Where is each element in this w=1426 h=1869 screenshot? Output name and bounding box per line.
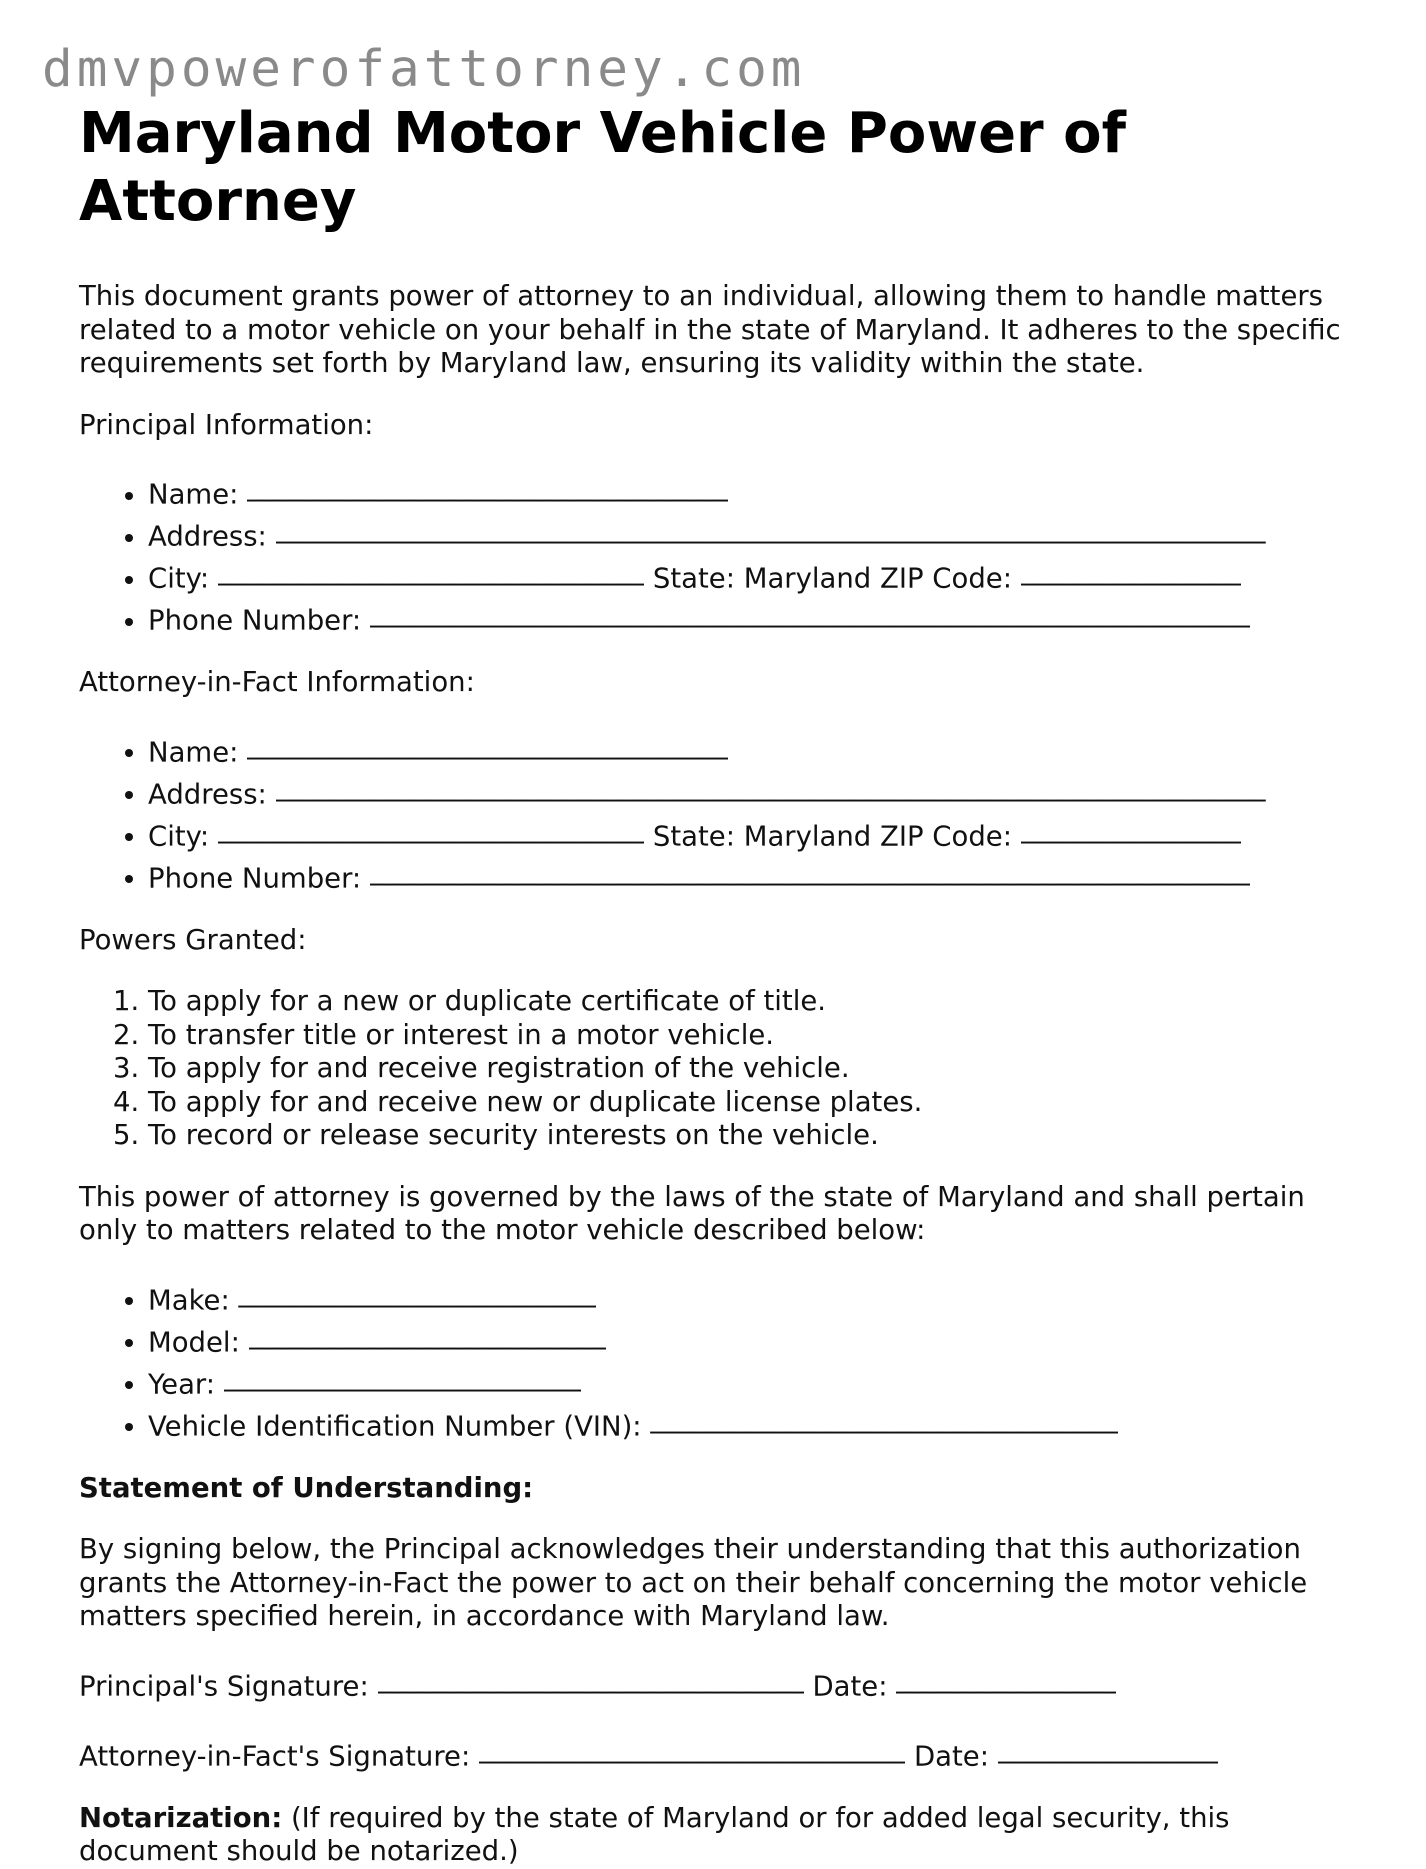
power-item: 2. To transfer title or interest in a motor vehicle.	[148, 1019, 1359, 1053]
attorney-signature-blank[interactable]: _______________________________	[478, 1731, 906, 1764]
attorney-date-blank[interactable]: ________________	[997, 1731, 1218, 1764]
vehicle-model-field	[148, 1318, 1359, 1360]
principal-heading: Principal Information:	[79, 408, 374, 441]
powers-list	[79, 985, 1359, 1153]
principal-zip-blank[interactable]: ________________	[1020, 554, 1241, 586]
document-body	[79, 100, 1359, 1869]
attorney-address-blank[interactable]: ________________________________________________________________________	[275, 769, 1266, 802]
vehicle-fields	[79, 1276, 1359, 1444]
attorney-phone-field	[148, 854, 1359, 896]
attorney-heading: Attorney-in-Fact Information:	[79, 666, 475, 698]
site-watermark: dmvpowerofattorney.com	[42, 40, 806, 99]
principal-fields	[79, 470, 1359, 638]
vehicle-model-label: Model:	[148, 1326, 240, 1358]
principal-date-blank[interactable]: ________________	[896, 1661, 1117, 1694]
attorney-phone-label: Phone Number:	[148, 862, 362, 894]
notarization-text: (If required by the state of Maryland or for added legal security, this document should be notarized.)	[79, 1801, 1230, 1867]
intro-paragraph: This document grants power of attorney to an individual, allowing them to handle matters related to a motor vehicle on your behalf in the state of Maryland. It adheres to the specific requirements set forth by Maryland law, ensuring its validity within the state.	[79, 280, 1341, 379]
attorney-signature-label: Attorney-in-Fact's Signature:	[79, 1740, 471, 1772]
vehicle-vin-blank[interactable]: __________________________________	[650, 1401, 1118, 1434]
attorney-name-blank[interactable]: ___________________________________	[247, 727, 729, 760]
attorney-phone-blank[interactable]: ________________________________________________________________	[369, 853, 1250, 886]
powers-heading: Powers Granted:	[79, 923, 307, 956]
attorney-city-field	[148, 812, 1359, 854]
principal-city-label: City:	[148, 562, 210, 595]
power-item: 5. To record or release security interests on the vehicle.	[148, 1119, 1359, 1153]
vehicle-make-field	[148, 1276, 1359, 1318]
vehicle-vin-field	[148, 1402, 1359, 1444]
principal-city-field	[148, 554, 1359, 596]
vehicle-make-label: Make:	[148, 1284, 230, 1316]
principal-state-text: State: Maryland	[652, 562, 872, 595]
vehicle-model-blank[interactable]: __________________________	[248, 1317, 607, 1350]
power-item: 3. To apply for and receive registration of the vehicle.	[148, 1052, 1359, 1086]
notarization-label: Notarization:	[79, 1801, 283, 1834]
principal-signature-label: Principal's Signature:	[79, 1670, 369, 1702]
notarization-paragraph	[79, 1802, 1359, 1869]
power-item: 1. To apply for a new or duplicate certificate of title.	[148, 985, 1359, 1019]
principal-phone-label: Phone Number:	[148, 604, 362, 637]
principal-address-label: Address:	[148, 520, 267, 553]
attorney-address-label: Address:	[148, 778, 267, 810]
principal-address-blank[interactable]: ________________________________________________________________________	[275, 512, 1266, 544]
attorney-address-field	[148, 770, 1359, 812]
attorney-city-label: City:	[148, 820, 210, 852]
principal-signature-row	[79, 1662, 1359, 1704]
power-item: 4. To apply for and receive new or duplicate license plates.	[148, 1086, 1359, 1120]
principal-zip-label: ZIP Code:	[880, 562, 1012, 595]
attorney-name-field	[148, 728, 1359, 770]
attorney-signature-row	[79, 1732, 1359, 1774]
principal-address-field	[148, 512, 1359, 554]
attorney-date-label: Date:	[913, 1740, 989, 1772]
vehicle-year-label: Year:	[148, 1368, 216, 1400]
document-title: Maryland Motor Vehicle Power of Attorney	[79, 101, 1126, 234]
principal-name-field	[148, 470, 1359, 512]
principal-signature-blank[interactable]: _______________________________	[377, 1661, 804, 1694]
attorney-fields	[79, 728, 1359, 896]
principal-name-label: Name:	[148, 478, 239, 511]
attorney-zip-blank[interactable]: ________________	[1020, 811, 1241, 844]
principal-date-label: Date:	[812, 1670, 888, 1702]
attorney-state-text: State: Maryland	[652, 820, 872, 852]
vehicle-vin-label: Vehicle Identification Number (VIN):	[148, 1410, 642, 1442]
principal-city-blank[interactable]: _______________________________	[217, 554, 645, 586]
vehicle-make-blank[interactable]: __________________________	[238, 1275, 596, 1308]
principal-phone-blank[interactable]: ________________________________________________________________	[369, 596, 1250, 628]
principal-phone-field	[148, 596, 1359, 638]
principal-name-blank[interactable]: ___________________________________	[247, 470, 729, 502]
vehicle-year-blank[interactable]: __________________________	[223, 1359, 582, 1392]
vehicle-year-field	[148, 1360, 1359, 1402]
governing-paragraph: This power of attorney is governed by the laws of the state of Maryland and shall pertain only to matters related to the motor vehicle described below:	[79, 1180, 1305, 1246]
attorney-city-blank[interactable]: _______________________________	[217, 811, 645, 844]
attorney-name-label: Name:	[148, 736, 239, 768]
understanding-paragraph: By signing below, the Principal acknowledges their understanding that this authorization grants the Attorney-in-Fact the power to act on their behalf concerning the motor vehicle matters specified herein, in accordance with Maryland law.	[79, 1533, 1308, 1632]
understanding-heading: Statement of Understanding:	[79, 1471, 534, 1504]
attorney-zip-label: ZIP Code:	[880, 820, 1012, 852]
